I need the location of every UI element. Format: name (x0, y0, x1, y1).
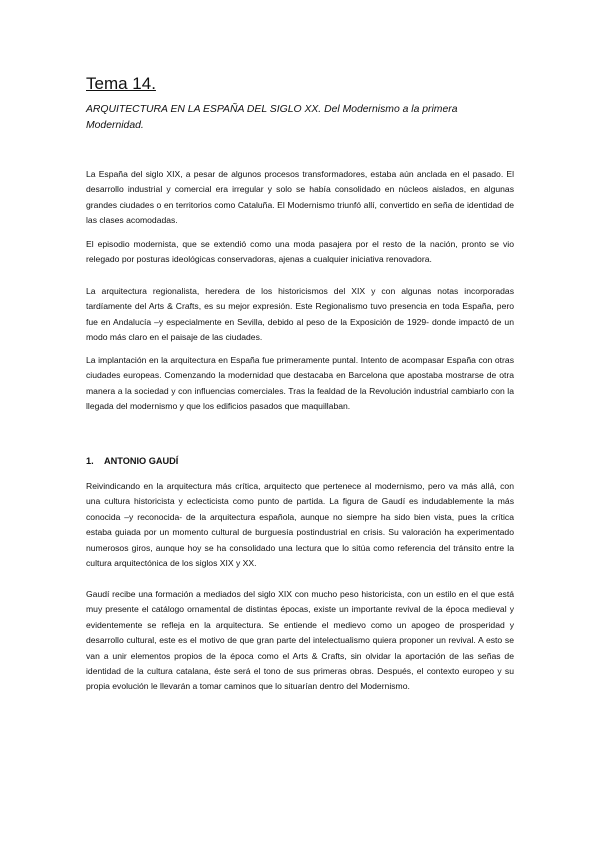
intro-paragraph-2: El episodio modernista, que se extendió como una moda pasajera por el resto de la nación, pronto se vio relegado por posturas ideológicas conservadoras, ajenas a cualquier iniciativa renovadora. (86, 239, 514, 265)
section-paragraph-2: Gaudí recibe una formación a mediados del siglo XIX con mucho peso historicista, con un estilo en el que está muy presente el catálogo ornamental de distintas épocas, existe un importante revival de la época medieval y evidentemente se refleja en la arquitectura. Se entiende el medievo como un apogeo de prosperidad y desarrollo cultural, este es el motivo de que gran parte del intelectualismo quiera proponer un revival. A esto se van a unir elementos propios de la época como el Arts & Crafts, sin olvidar la aportación de las señas de identidad de la cultura catalana, éste será el tono de sus primeras obras. Después, el contexto europeo y su propia evolución le llevarán a tomar caminos que lo situarían dentro del Modernismo. (86, 589, 514, 692)
intro-paragraph-1: La España del siglo XIX, a pesar de algunos procesos transformadores, estaba aún anclada en el pasado. El desarrollo industrial y comercial era irregular y solo se había consolidado en núcleos aislados, en algunas grandes ciudades o en territorios como Cataluña. El Modernismo triunfó allí, convertido en seña de identidad de las clases acomodadas. (86, 169, 514, 226)
section-number: 1. (86, 456, 94, 466)
document-title: Tema 14. (86, 74, 156, 93)
section-paragraph-1: Reivindicando en la arquitectura más crítica, arquitecto que pertenece al modernismo, pero va más allá, con una cultura historicista y eclecticista como punto de partida. La figura de Gaudí es indudablemente la más conocida –y reconocida- de la arquitectura española, aunque no siempre ha sido bien vista, pues la crítica estaba guiada por un momento cultural de burguesía postindustrial en crisis. Su valoración ha experimentado numerosos giros, aunque hoy se ha consolidado una lectura que lo sitúa como referencia del tránsito entre la cultura arquitectónica de los siglos XIX y XX. (86, 481, 514, 569)
intro-paragraph-4: La implantación en la arquitectura en España fue primeramente puntal. Intento de acompasar España con otras ciudades europeas. Comenzando la modernidad que destacaba en Barcelona que apostaba mostrarse de otra manera a la sociedad y con influencias comerciales. Tras la fealdad de la Revolución industrial cambiarlo con la llegada del modernismo y que los edificios pasados que maquillaban. (86, 355, 514, 412)
section-title: ANTONIO GAUDÍ (104, 456, 179, 466)
document-subtitle: ARQUITECTURA EN LA ESPAÑA DEL SIGLO XX. Del Modernismo a la primera Modernidad. (86, 104, 458, 131)
section-heading-gaudi (86, 456, 178, 466)
intro-paragraph-3: La arquitectura regionalista, heredera de los historicismos del XIX y con algunas notas incorporadas tardíamente del Arts & Crafts, es su mejor expresión. Este Regionalismo tuvo presencia en toda España, pero fue en Andalucía –y especialmente en Sevilla, debido al peso de la Exposición de 1929- donde impactó de un modo más claro en el paisaje de las ciudades. (86, 286, 514, 343)
